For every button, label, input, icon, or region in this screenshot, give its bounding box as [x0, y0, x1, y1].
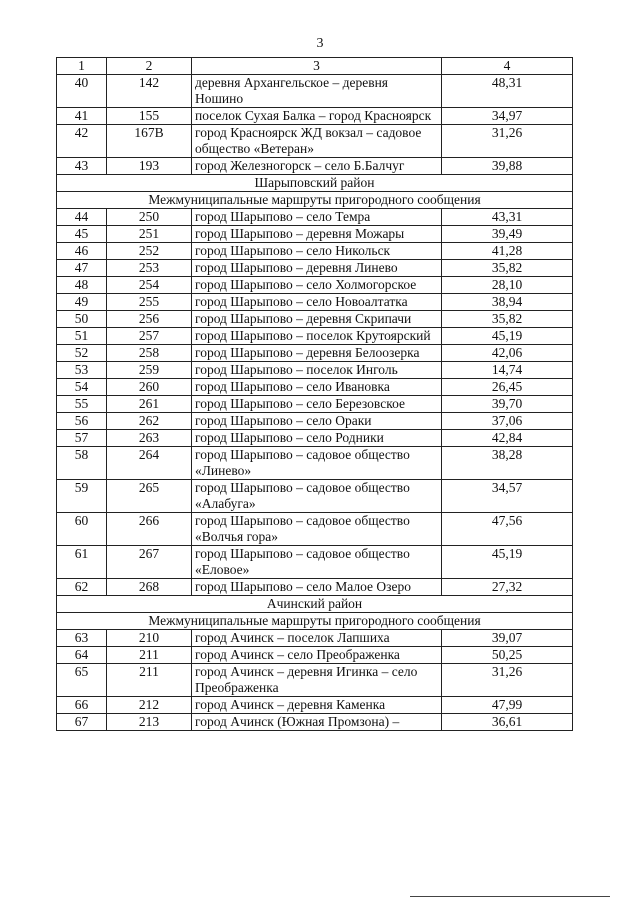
row-number: 61: [57, 546, 107, 579]
route-name: город Ачинск – поселок Лапшиха: [192, 630, 442, 647]
section-heading: Межмуниципальные маршруты пригородного сообщения: [57, 192, 573, 209]
route-number: 263: [107, 430, 192, 447]
route-distance: 38,94: [442, 294, 573, 311]
route-distance: 26,45: [442, 379, 573, 396]
route-distance: 34,57: [442, 480, 573, 513]
route-distance: 39,49: [442, 226, 573, 243]
route-number: 213: [107, 714, 192, 731]
route-number: 251: [107, 226, 192, 243]
route-number: 254: [107, 277, 192, 294]
table-row: [57, 579, 573, 596]
route-number: 267: [107, 546, 192, 579]
route-distance: 48,31: [442, 75, 573, 108]
route-number: 262: [107, 413, 192, 430]
row-number: 54: [57, 379, 107, 396]
section-heading-row: [57, 613, 573, 630]
row-number: 62: [57, 579, 107, 596]
row-number: 53: [57, 362, 107, 379]
route-name: город Ачинск – село Преображенка: [192, 647, 442, 664]
table-row: [57, 209, 573, 226]
section-heading-row: [57, 175, 573, 192]
row-number: 48: [57, 277, 107, 294]
section-heading: Ачинский район: [57, 596, 573, 613]
table-row: [57, 697, 573, 714]
route-name: город Шарыпово – село Ораки: [192, 413, 442, 430]
route-distance: 45,19: [442, 328, 573, 345]
table-row: [57, 260, 573, 277]
route-number: 258: [107, 345, 192, 362]
row-number: 63: [57, 630, 107, 647]
route-number: 268: [107, 579, 192, 596]
route-number: 211: [107, 664, 192, 697]
routes-table: [56, 57, 573, 731]
table-row: [57, 664, 573, 697]
route-distance: 34,97: [442, 108, 573, 125]
route-name: город Шарыпово – садовое общество «Алабуга»: [192, 480, 442, 513]
table-row: [57, 311, 573, 328]
row-number: 60: [57, 513, 107, 546]
route-name: город Шарыпово – поселок Крутоярский: [192, 328, 442, 345]
route-distance: 37,06: [442, 413, 573, 430]
route-name: город Шарыпово – деревня Можары: [192, 226, 442, 243]
route-number: 264: [107, 447, 192, 480]
route-distance: 50,25: [442, 647, 573, 664]
route-distance: 39,70: [442, 396, 573, 413]
route-number: 142: [107, 75, 192, 108]
route-name: город Шарыпово – село Новоалтатка: [192, 294, 442, 311]
route-distance: 14,74: [442, 362, 573, 379]
route-distance: 27,32: [442, 579, 573, 596]
row-number: 65: [57, 664, 107, 697]
route-number: 253: [107, 260, 192, 277]
table-row: [57, 413, 573, 430]
table-row: [57, 75, 573, 108]
row-number: 46: [57, 243, 107, 260]
route-distance: 47,56: [442, 513, 573, 546]
row-number: 67: [57, 714, 107, 731]
route-name: город Шарыпово – деревня Белоозерка: [192, 345, 442, 362]
route-number: 252: [107, 243, 192, 260]
table-row: [57, 243, 573, 260]
route-number: 257: [107, 328, 192, 345]
table-header-row: [57, 58, 573, 75]
row-number: 64: [57, 647, 107, 664]
route-name: поселок Сухая Балка – город Красноярск: [192, 108, 442, 125]
route-number: 255: [107, 294, 192, 311]
table-row: [57, 714, 573, 731]
route-distance: 35,82: [442, 311, 573, 328]
row-number: 40: [57, 75, 107, 108]
route-distance: 42,84: [442, 430, 573, 447]
table-row: [57, 362, 573, 379]
route-distance: 36,61: [442, 714, 573, 731]
table-row: [57, 480, 573, 513]
route-distance: 43,31: [442, 209, 573, 226]
route-distance: 31,26: [442, 125, 573, 158]
route-number: 211: [107, 647, 192, 664]
route-name: город Шарыпово – село Темра: [192, 209, 442, 226]
route-name: город Шарыпово – село Никольск: [192, 243, 442, 260]
table-row: [57, 647, 573, 664]
section-heading: Шарыповский район: [57, 175, 573, 192]
route-name: город Шарыпово – садовое общество «Еловое»: [192, 546, 442, 579]
route-name: город Шарыпово – поселок Инголь: [192, 362, 442, 379]
table-row: [57, 294, 573, 311]
row-number: 56: [57, 413, 107, 430]
route-number: 261: [107, 396, 192, 413]
route-number: 266: [107, 513, 192, 546]
route-distance: 35,82: [442, 260, 573, 277]
row-number: 44: [57, 209, 107, 226]
route-name: город Железногорск – село Б.Балчуг: [192, 158, 442, 175]
table-row: [57, 125, 573, 158]
route-name: город Шарыпово – село Родники: [192, 430, 442, 447]
column-header-2: 2: [107, 58, 192, 75]
route-number: 167В: [107, 125, 192, 158]
route-name: город Шарыпово – деревня Линево: [192, 260, 442, 277]
table-row: [57, 447, 573, 480]
table-row: [57, 108, 573, 125]
section-heading-row: [57, 596, 573, 613]
row-number: 59: [57, 480, 107, 513]
column-header-3: 3: [192, 58, 442, 75]
route-name: город Шарыпово – село Холмогорское: [192, 277, 442, 294]
route-name: город Ачинск – деревня Игинка – село Преображенка: [192, 664, 442, 697]
route-distance: 39,88: [442, 158, 573, 175]
route-number: 212: [107, 697, 192, 714]
table-row: [57, 513, 573, 546]
route-number: 260: [107, 379, 192, 396]
table-row: [57, 328, 573, 345]
row-number: 66: [57, 697, 107, 714]
route-name: деревня Архангельское – деревня Ношино: [192, 75, 442, 108]
row-number: 49: [57, 294, 107, 311]
route-number: 210: [107, 630, 192, 647]
route-distance: 41,28: [442, 243, 573, 260]
row-number: 57: [57, 430, 107, 447]
route-name: город Ачинск – деревня Каменка: [192, 697, 442, 714]
row-number: 45: [57, 226, 107, 243]
route-name: город Шарыпово – село Березовское: [192, 396, 442, 413]
row-number: 52: [57, 345, 107, 362]
route-name: город Шарыпово – село Ивановка: [192, 379, 442, 396]
route-number: 256: [107, 311, 192, 328]
route-name: город Шарыпово – садовое общество «Линево»: [192, 447, 442, 480]
route-name: город Шарыпово – садовое общество «Волчья гора»: [192, 513, 442, 546]
row-number: 55: [57, 396, 107, 413]
row-number: 50: [57, 311, 107, 328]
table-row: [57, 396, 573, 413]
row-number: 58: [57, 447, 107, 480]
route-distance: 45,19: [442, 546, 573, 579]
table-row: [57, 158, 573, 175]
route-name: город Шарыпово – деревня Скрипачи: [192, 311, 442, 328]
row-number: 42: [57, 125, 107, 158]
footer-rule: [410, 896, 610, 897]
row-number: 43: [57, 158, 107, 175]
page-number: 3: [316, 36, 324, 51]
table-row: [57, 546, 573, 579]
row-number: 51: [57, 328, 107, 345]
route-distance: 42,06: [442, 345, 573, 362]
route-number: 155: [107, 108, 192, 125]
route-distance: 39,07: [442, 630, 573, 647]
table-row: [57, 630, 573, 647]
route-number: 250: [107, 209, 192, 226]
table-row: [57, 430, 573, 447]
row-number: 41: [57, 108, 107, 125]
table-row: [57, 379, 573, 396]
table-row: [57, 226, 573, 243]
section-heading: Межмуниципальные маршруты пригородного сообщения: [57, 613, 573, 630]
section-heading-row: [57, 192, 573, 209]
column-header-1: 1: [57, 58, 107, 75]
route-name: город Ачинск (Южная Промзона) –: [192, 714, 442, 731]
route-number: 265: [107, 480, 192, 513]
route-number: 193: [107, 158, 192, 175]
route-name: город Красноярск ЖД вокзал – садовое общество «Ветеран»: [192, 125, 442, 158]
route-number: 259: [107, 362, 192, 379]
route-distance: 47,99: [442, 697, 573, 714]
row-number: 47: [57, 260, 107, 277]
route-name: город Шарыпово – село Малое Озеро: [192, 579, 442, 596]
route-distance: 38,28: [442, 447, 573, 480]
table-row: [57, 345, 573, 362]
table-row: [57, 277, 573, 294]
column-header-4: 4: [442, 58, 573, 75]
route-distance: 31,26: [442, 664, 573, 697]
route-distance: 28,10: [442, 277, 573, 294]
